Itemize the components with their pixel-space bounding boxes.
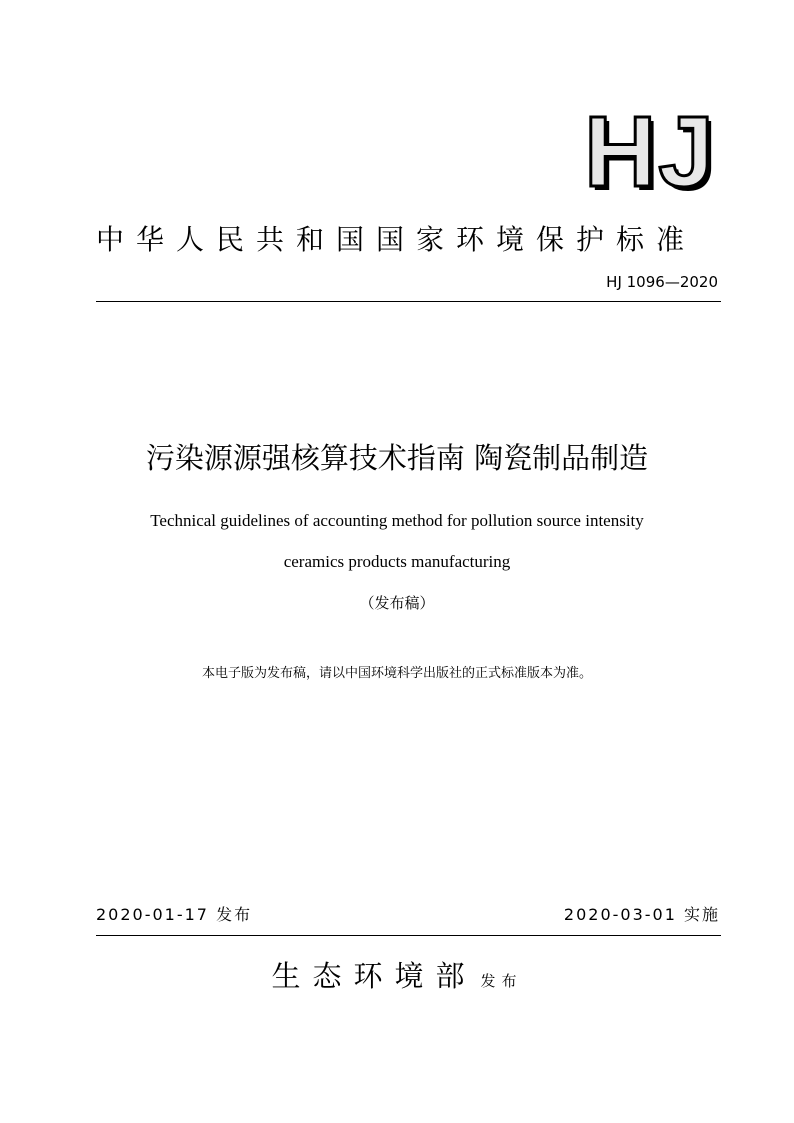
edition-notice: 本电子版为发布稿，请以中国环境科学出版社的正式标准版本为准。 bbox=[201, 666, 592, 681]
document-title-en-line-1: Technical guidelines of accounting method for pollution source intensity bbox=[150, 511, 644, 530]
org-title: 中华人民共和国国家环境保护标准 bbox=[96, 223, 697, 256]
footer-divider bbox=[96, 935, 721, 936]
header-divider bbox=[96, 301, 721, 302]
issuer-block bbox=[60, 954, 734, 1003]
draft-label: （发布稿） bbox=[359, 594, 435, 612]
effective-date: 2020-03-01 实施 bbox=[563, 905, 720, 924]
standard-number: HJ 1096—2020 bbox=[606, 273, 718, 291]
issuer-suffix: 发布 bbox=[480, 972, 523, 990]
issuer-name: 生态环境部 bbox=[271, 959, 477, 993]
release-date: 2020-01-17 发布 bbox=[96, 905, 253, 924]
document-title-cn: 污染源源强核算技术指南 陶瓷制品制造 bbox=[145, 441, 649, 475]
document-title-en-line-2: ceramics products manufacturing bbox=[283, 552, 511, 571]
hj-logo: HJ bbox=[584, 96, 716, 208]
